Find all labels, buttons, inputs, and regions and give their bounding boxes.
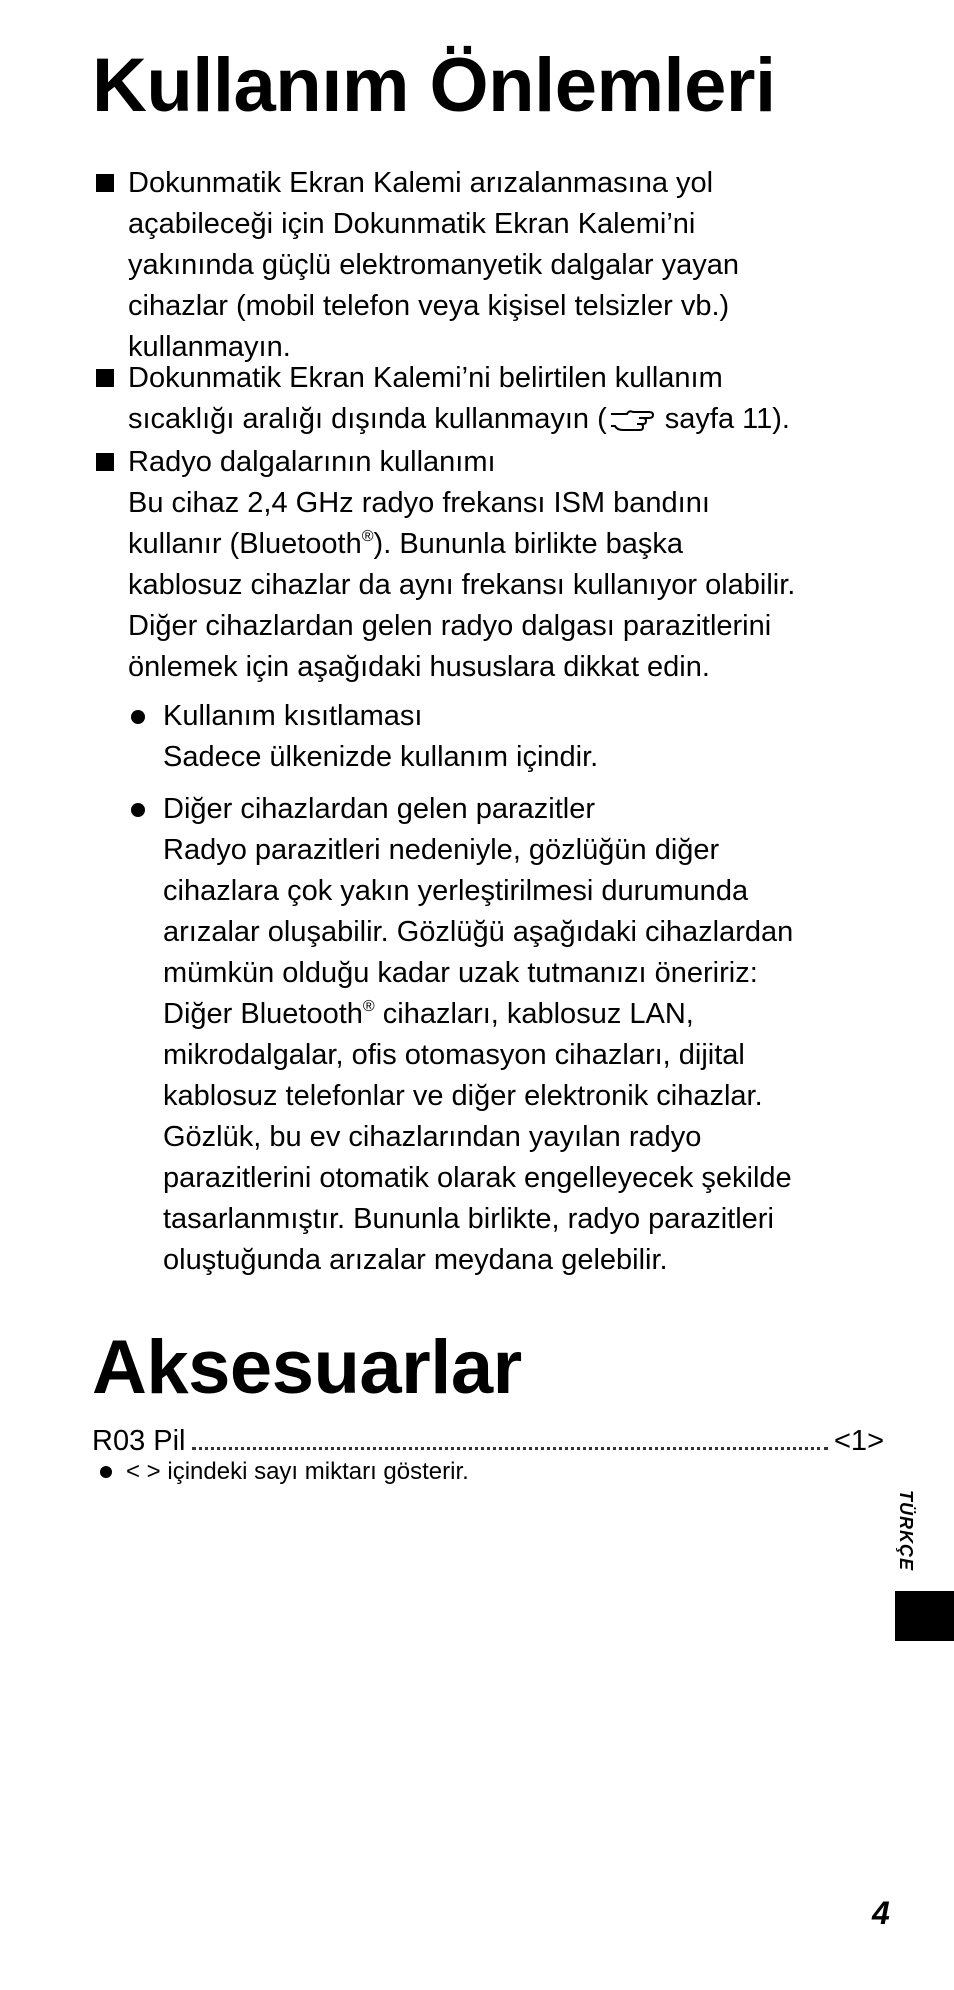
precaution-item-em-waves [92, 163, 892, 368]
section-heading-precautions: Kullanım Önlemleri [92, 43, 776, 128]
precaution-text: Dokunmatik Ekran Kalemi’ni belirtilen kullanım sıcaklığı aralığı dışında kullanmayın ( [128, 362, 723, 435]
sub-item-usage-restriction [128, 696, 898, 778]
language-tab-marker [895, 1591, 954, 1641]
precaution-text: Radyo dalgalarının kullanımı Bu cihaz 2,4 GHz radyo frekansı ISM bandını kullanır (Bluetooth [128, 446, 710, 560]
sub-item-interference [128, 789, 898, 1281]
accessory-note-text: < > içindeki sayı miktarı gösterir. [126, 1458, 469, 1485]
language-tab-label: TÜRKÇE [896, 1490, 916, 1571]
round-bullet-icon [100, 1466, 112, 1478]
precaution-text-page-ref: sayfa 11). [656, 403, 790, 435]
square-bullet-icon [96, 174, 114, 192]
accessory-row [92, 1423, 884, 1459]
precaution-text: Dokunmatik Ekran Kalemi arızalanmasına yol açabileceği için Dokunmatik Ekran Kalemi’ni yakınında güçlü elektromanyetik dalgalar yayan cihazlar (mobil telefon veya kişisel telsizler vb.) kullanmayın. [128, 167, 739, 363]
round-bullet-icon [131, 803, 145, 817]
round-bullet-icon [131, 710, 145, 724]
registered-mark: ® [361, 528, 374, 545]
precaution-item-temperature [92, 358, 892, 444]
dot-leader [192, 1446, 829, 1450]
precaution-item-radio-waves [92, 442, 892, 688]
precaution-text-cont: ). Bununla birlikte başka kablosuz cihazlar da aynı frekansı kullanıyor olabilir. Diğer cihazlardan gelen radyo dalgası parazitlerini önlemek için aşağıdaki hususlara dikkat edin. [128, 528, 796, 683]
sub-item-text-cont: cihazları, kablosuz LAN, mikrodalgalar, ofis otomasyon cihazları, dijital kablosuz telefonlar ve diğer elektronik cihazlar. Gözlük, bu ev cihazlarından yayılan radyo parazitlerini otomatik olarak engelleyecek şekilde tasarlanmıştır. Bununla birlikte, radyo parazitleri oluştuğunda arızalar meydana gelebilir. [163, 998, 792, 1276]
accessory-quantity: <1> [834, 1425, 884, 1457]
square-bullet-icon [96, 369, 114, 387]
page-number: 4 [872, 1895, 890, 1931]
square-bullet-icon [96, 453, 114, 471]
section-heading-accessories: Aksesuarlar [92, 1325, 522, 1410]
accessory-name: R03 Pil [92, 1425, 186, 1457]
pointing-hand-icon [609, 403, 655, 444]
registered-mark: ® [362, 998, 375, 1015]
sub-item-text: Kullanım kısıtlaması Sadece ülkenizde kullanım içindir. [163, 700, 599, 773]
accessory-note [100, 1457, 469, 1487]
sub-item-text: Diğer cihazlardan gelen parazitler Radyo parazitleri nedeniyle, gözlüğün diğer cihazlara çok yakın yerleştirilmesi durumunda arızalar oluşabilir. Gözlüğü aşağıdaki cihazlardan mümkün olduğu kadar uzak tutmanızı öneririz: Diğer Bluetooth [163, 793, 794, 1030]
